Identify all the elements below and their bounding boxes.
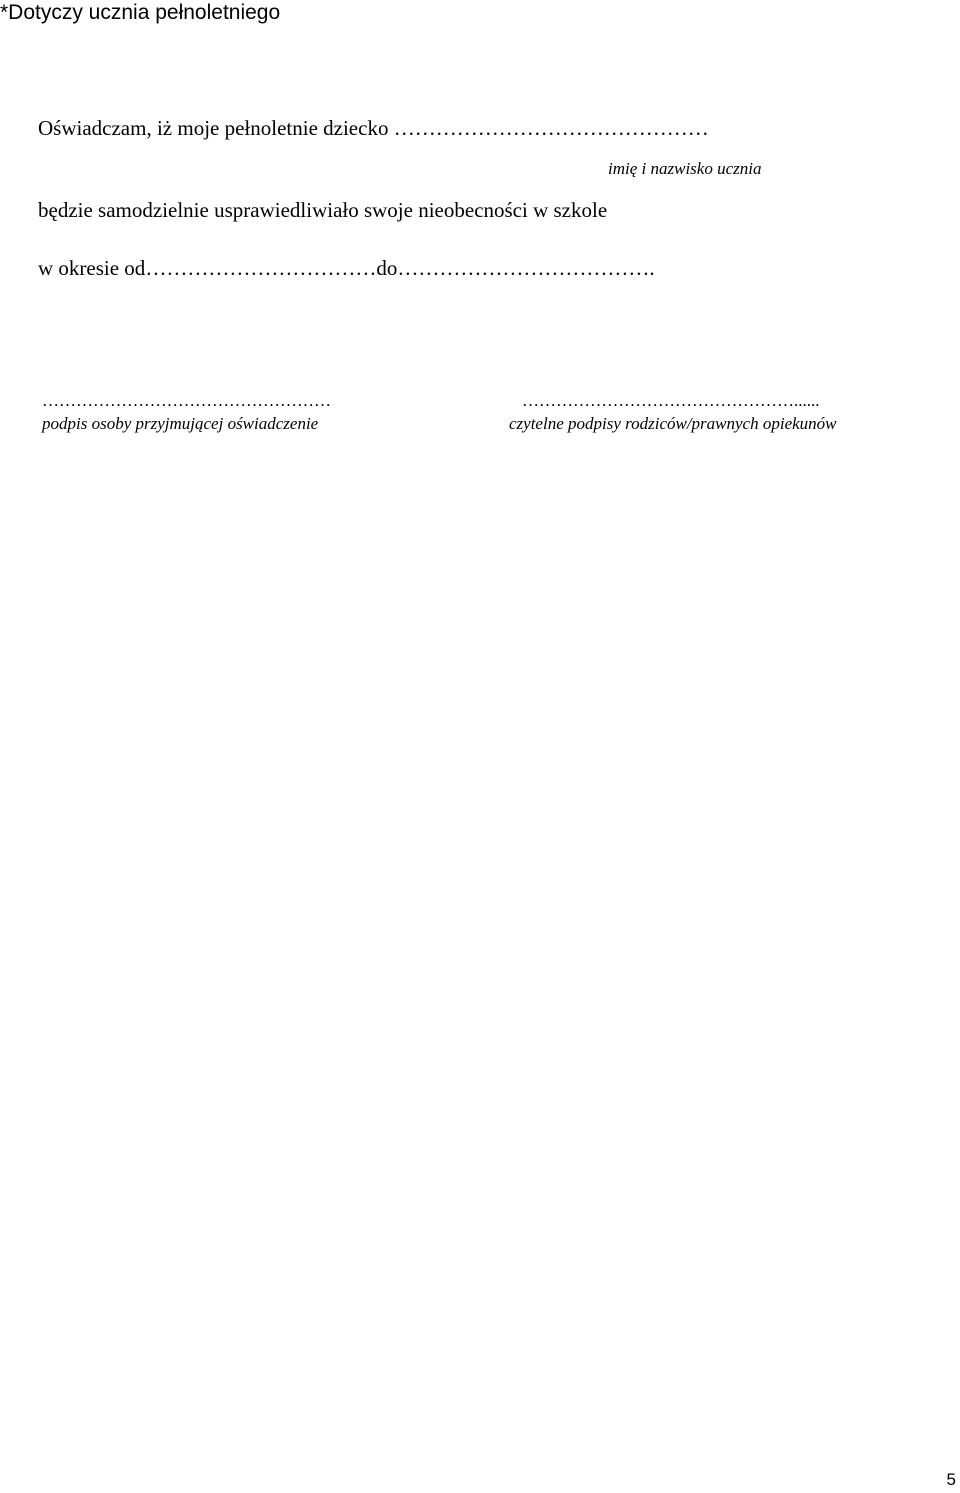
student-name-caption: imię i nazwisko ucznia <box>608 159 762 178</box>
receiver-signature-line: …………………………………………… <box>42 391 331 410</box>
absence-statement-line: będzie samodzielnie usprawiedliwiało swoje nieobecności w szkole <box>38 198 608 222</box>
receiver-signature-caption: podpis osoby przyjmującej oświadczenie <box>42 414 319 433</box>
parents-signature-caption: czytelne podpisy rodziców/prawnych opiekunów <box>509 414 837 433</box>
period-line <box>38 254 655 282</box>
statement-line <box>38 114 709 142</box>
period-to-label: do <box>376 256 398 280</box>
student-name-blank: ……………………………………… <box>388 116 709 140</box>
note-title: *Dotyczy ucznia pełnoletniego <box>0 1 281 24</box>
page-number: 5 <box>946 1470 956 1489</box>
period-from-label: w okresie od <box>38 256 146 280</box>
statement-text: Oświadczam, iż moje pełnoletnie dziecko <box>38 116 389 140</box>
parents-signature-line: …………………………………………...... <box>522 391 820 410</box>
period-from-blank: …………………………… <box>145 256 377 280</box>
period-to-blank: ………………………………. <box>397 256 655 280</box>
